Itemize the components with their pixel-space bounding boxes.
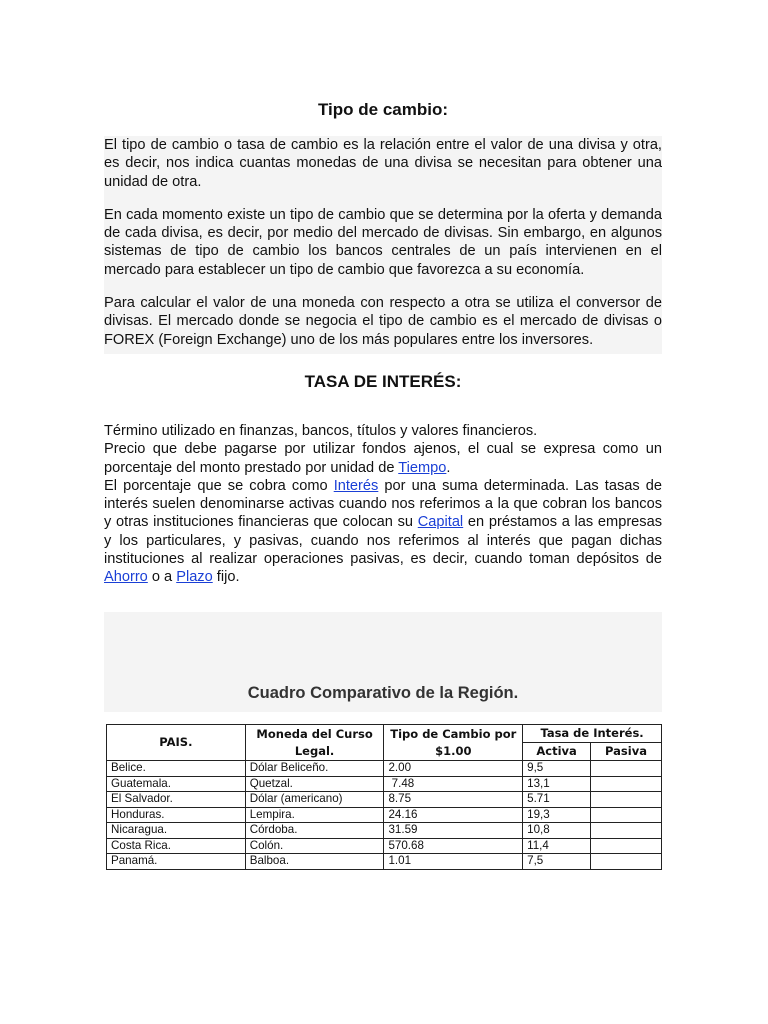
cell-tipo: 8.75: [384, 792, 523, 808]
comparison-table: [106, 724, 662, 870]
cell-activa: 19,3: [523, 807, 591, 823]
cell-moneda: Quetzal.: [245, 776, 384, 792]
link-ahorro[interactable]: Ahorro: [104, 569, 148, 586]
text-run: en préstamos a las empresas y los particulares, y pasivas, cuando nos referimos al interés que pagan dichas instituciones al realizar operaciones pasivas, es decir, cuando toman depósitos de: [104, 514, 663, 568]
header-tipo-cambio: Tipo de Cambio por $1.00: [384, 725, 523, 761]
cell-pasiva: [591, 792, 662, 808]
cell-tipo: 31.59: [384, 823, 523, 839]
cell-pais: Panamá.: [107, 854, 246, 870]
table-row: [107, 792, 662, 808]
section-title-tasa-de-interes: TASA DE INTERÉS:: [304, 372, 462, 391]
cell-pais: El Salvador.: [107, 792, 246, 808]
header-activa: Activa: [523, 743, 591, 761]
cell-pasiva: [591, 807, 662, 823]
cell-tipo: 7.48: [384, 776, 523, 792]
table-header-row: [107, 725, 662, 743]
link-capital[interactable]: Capital: [417, 514, 464, 531]
table-row: [107, 838, 662, 854]
cell-moneda: Dólar (americano): [245, 792, 384, 808]
header-moneda: Moneda del Curso Legal.: [245, 725, 384, 761]
header-pasiva: Pasiva: [591, 743, 662, 761]
cell-moneda: Dólar Beliceño.: [245, 761, 384, 777]
cell-tipo: 24.16: [384, 807, 523, 823]
cell-pais: Nicaragua.: [107, 823, 246, 839]
paragraph: El tipo de cambio o tasa de cambio es la relación entre el valor de una divisa y otra, es decir, nos indica cuantas monedas de una divisa se necesitan para obtener una unidad de otra.: [104, 137, 662, 190]
paragraph: Para calcular el valor de una moneda con respecto a otra se utiliza el conversor de divisas. El mercado donde se negocia el tipo de cambio es el mercado de divisas o FOREX (Foreign Exchange) uno de los más populares entre los inversores.: [104, 295, 662, 348]
cell-tipo: 570.68: [384, 838, 523, 854]
text-run: El porcentaje que se cobra como: [104, 477, 334, 494]
text-run: o a: [147, 569, 177, 586]
cell-pasiva: [591, 776, 662, 792]
cell-activa: 7,5: [523, 854, 591, 870]
table-title: Cuadro Comparativo de la Región.: [247, 684, 519, 702]
cell-pais: Guatemala.: [107, 776, 246, 792]
paragraph: [104, 477, 662, 587]
cell-moneda: Colón.: [245, 838, 384, 854]
cell-pais: Belice.: [107, 761, 246, 777]
cell-activa: 10,8: [523, 823, 591, 839]
cell-tipo: 2.00: [384, 761, 523, 777]
table-row: [107, 761, 662, 777]
cell-pasiva: [591, 838, 662, 854]
table-row: [107, 776, 662, 792]
cell-moneda: Córdoba.: [245, 823, 384, 839]
cell-tipo: 1.01: [384, 854, 523, 870]
cell-pais: Honduras.: [107, 807, 246, 823]
paragraph: [104, 440, 662, 477]
cell-pasiva: [591, 761, 662, 777]
link-interes[interactable]: Interés: [333, 477, 379, 494]
cell-pais: Costa Rica.: [107, 838, 246, 854]
header-pais: PAIS.: [107, 725, 246, 761]
link-plazo[interactable]: Plazo: [176, 569, 213, 586]
table-row: [107, 823, 662, 839]
tasa-de-interes-text: [104, 422, 662, 587]
cell-pasiva: [591, 854, 662, 870]
table-row: [107, 807, 662, 823]
link-tiempo[interactable]: Tiempo: [398, 459, 447, 476]
section-title-tipo-de-cambio: Tipo de cambio:: [317, 100, 449, 119]
header-tasa: Tasa de Interés.: [523, 725, 662, 743]
cuadro-title-band: [104, 612, 662, 712]
text-run: fijo.: [212, 569, 240, 586]
cell-activa: 5.71: [523, 792, 591, 808]
paragraph: En cada momento existe un tipo de cambio que se determina por la oferta y demanda de cada divisa, es decir, por medio del mercado de divisas. Sin embargo, en algunos sistemas de tipo de cambio los bancos centrales de un país intervienen en el mercado para establecer un tipo de cambio que favorezca a su economía.: [104, 206, 662, 278]
cell-moneda: Lempira.: [245, 807, 384, 823]
cell-moneda: Balboa.: [245, 854, 384, 870]
table-row: [107, 854, 662, 870]
cell-activa: 11,4: [523, 838, 591, 854]
cell-activa: 13,1: [523, 776, 591, 792]
text-run: Precio que debe pagarse por utilizar fondos ajenos, el cual se expresa como un porcentaje del monto prestado por unidad de: [104, 441, 662, 476]
text-run: .: [446, 459, 451, 476]
cell-pasiva: [591, 823, 662, 839]
text-run: por una suma determinada. Las tasas de interés suelen denominarse activas cuando nos referimos a la que cobran los bancos y otras instituciones financieras que colocan su: [104, 477, 662, 531]
tipo-de-cambio-text: [104, 136, 662, 354]
cell-activa: 9,5: [523, 761, 591, 777]
paragraph: Término utilizado en finanzas, bancos, títulos y valores financieros.: [104, 423, 538, 439]
